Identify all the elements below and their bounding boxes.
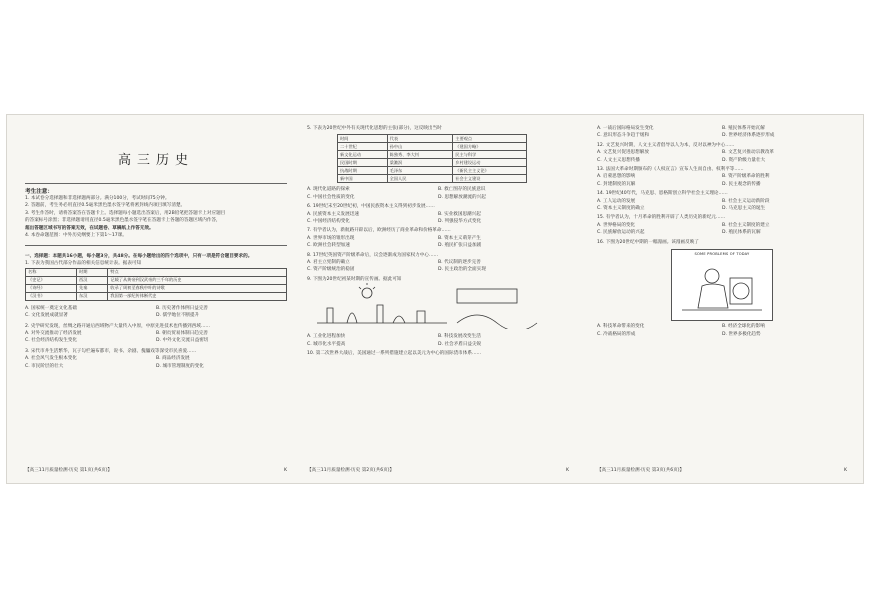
option: D. 马克思主义的诞生 <box>722 206 766 212</box>
option: C. 冷战格局的形成 <box>597 331 636 337</box>
option: C. 封建制度的瓦解 <box>597 181 636 187</box>
table-cell: 全国人民 <box>387 175 453 183</box>
table-cell: 时间 <box>338 135 388 143</box>
option: A. 世界市场的雏形出现 <box>307 235 355 241</box>
option: D. 城市管理制度的变化 <box>156 363 204 369</box>
option: A. 科技革命带来的变化 <box>597 324 645 330</box>
question-1: 1. 下表为我国古代部分作品的相关信息统计表。据表可知 <box>25 261 142 267</box>
section-1 <box>25 253 287 370</box>
table-cell: 梁漱溟 <box>387 159 453 167</box>
option: B. 社会主义运动新阶段 <box>722 198 770 204</box>
option: B. 文艺复兴推动宗教改革 <box>722 150 775 156</box>
notice-line: 4. 本卷命题范围：中外历史纲要上下第1～17课。 <box>25 233 127 239</box>
option: A. 工人运动的发展 <box>597 198 636 204</box>
option: C. 资产阶级统治的稳固 <box>307 267 355 273</box>
page-column-2 <box>307 125 569 475</box>
option: D. 民主政治的全面实现 <box>438 267 486 273</box>
table-cell: 《汉书》 <box>26 292 77 300</box>
globe-icon <box>733 283 749 299</box>
option: B. 救亡图存的民族意识 <box>438 187 486 193</box>
table-cell: 新文化运动 <box>338 151 388 159</box>
notice-line: 2. 答题前，考生务必用直径0.5毫米黑色墨水签字笔将密封线内项目填写清楚。 <box>25 203 186 209</box>
option: A. 一战后国际格局发生变化 <box>597 126 654 131</box>
table-cell: 我国第一部纪传体断代史 <box>108 292 287 300</box>
q1-table <box>25 268 287 301</box>
table-cell: 东汉 <box>77 292 108 300</box>
question-12: 12. 文艺复兴时期，人文主义者倡导以人为本，反对以神为中心…… <box>597 142 735 148</box>
option: D. 中外文化交流日益密切 <box>156 338 209 344</box>
q1-options <box>25 305 287 320</box>
option: C. 欧洲社会转型加速 <box>307 243 350 249</box>
option: B. 社会主义制度的建立 <box>722 222 770 228</box>
table-cell: 时期 <box>77 268 108 276</box>
option: C. 民族解放运动的兴起 <box>597 230 645 236</box>
notice-line: 的答案标号涂黑；非选择题请用直径0.5毫米黑色墨水签字笔在答题卡上各题的答题区域内作答， <box>25 218 221 224</box>
table-cell: 乡村建设运动 <box>453 159 527 167</box>
option: A. 民族资本主义发展迅速 <box>307 211 359 217</box>
option: C. 资本主义制度的确立 <box>597 206 645 212</box>
option: C. 城市化水平提高 <box>307 341 346 347</box>
option: A. 文艺复兴促进思想解放 <box>597 150 649 156</box>
q9-illustration <box>307 283 569 329</box>
option: B. 商品经济发展 <box>156 356 190 362</box>
sun-icon <box>362 288 372 298</box>
table-cell: 《诗经》 <box>26 284 77 292</box>
question-8: 8. 17世纪英国资产阶级革命后，议会逐渐成为国家权力中心…… <box>307 252 439 258</box>
q6-options <box>307 211 569 226</box>
option: A. 国家统一奠定文化基础 <box>25 305 77 311</box>
option: D. 世界多极化趋势 <box>722 331 761 337</box>
q7-options <box>307 235 569 250</box>
page-column-1 <box>25 125 287 475</box>
option: D. 民主观念的传播 <box>722 181 761 187</box>
table-cell: 二十世纪 <box>338 143 388 151</box>
q5-options <box>307 186 569 201</box>
figure-icon <box>347 313 357 323</box>
cartoon-drawing <box>672 258 772 318</box>
q15-options <box>597 222 847 237</box>
option: D. 儒学地位不断提升 <box>156 313 200 319</box>
option: D. 殖民扩张日益加剧 <box>438 243 482 249</box>
option: B. 实业救国思潮兴起 <box>438 211 481 217</box>
footer-text: 【高三11月质量检测·历史 第3页(共6页)】 <box>597 468 685 473</box>
footer-mark: K <box>565 468 569 473</box>
option: A. 世界格局的变化 <box>597 222 636 228</box>
table-cell: 西汉 <box>77 276 108 284</box>
table-cell: 《史记》 <box>26 276 77 284</box>
option: A. 对外交流推动了经济发展 <box>25 331 82 337</box>
option: B. 代议制的逐步完善 <box>438 260 481 266</box>
footer-mark: K <box>843 468 847 473</box>
table-cell: 先秦 <box>77 284 108 292</box>
q12-options <box>597 149 847 164</box>
q16-options <box>597 323 847 338</box>
option: B. 科技发展改变生活 <box>438 334 481 340</box>
question-15: 15. 有学者认为，十月革命的胜利开辟了人类历史的新纪元…… <box>597 215 726 221</box>
option: A. 君主立宪制的确立 <box>307 260 350 266</box>
notice-line: 3. 考生作答时，请将答案答在答题卡上。选择题每小题选出答案后，用2B铅笔把答题卡上对应题目 <box>25 210 226 216</box>
table-cell: 《建国方略》 <box>453 143 527 151</box>
option: D. 世界经济体系逐步形成 <box>722 133 775 139</box>
page-footer <box>307 467 569 473</box>
table-cell: 民主与科学 <box>453 151 527 159</box>
footer-mark: K <box>283 468 287 473</box>
q14-options <box>597 198 847 213</box>
option: C. 人文主义思想传播 <box>597 157 640 163</box>
question-10: 10. 第二次世界大战后，美国通过一系列措施建立起以美元为中心的国际货币体系…… <box>307 351 482 357</box>
notice-line: 1. 本试卷分选择题和非选择题两部分。满分100分，考试时间75分钟。 <box>25 196 170 201</box>
chimney-icon <box>327 308 333 323</box>
notice-block <box>25 195 287 239</box>
q13-options <box>597 173 847 188</box>
caption-box <box>457 289 517 303</box>
figure-body-icon <box>698 284 728 308</box>
table-cell: 新中国 <box>338 175 388 183</box>
cartoon-caption: SOME PROBLEMS OF TODAY <box>694 252 750 257</box>
divider <box>25 183 287 184</box>
q9-options <box>307 333 569 348</box>
option: C. 意识形态斗争趋于缓和 <box>597 133 650 139</box>
option: C. 中国社会性质的变化 <box>307 194 355 200</box>
table-cell: 代表 <box>387 135 453 143</box>
question-14: 14. 19世纪40年代，马克思、恩格斯创立科学社会主义理论…… <box>597 191 728 197</box>
option: C. 文化发展成就显著 <box>25 313 68 319</box>
option: D. 社会矛盾日益尖锐 <box>438 341 482 347</box>
q11-options <box>597 125 847 140</box>
question-2: 2. 史学研究发现，丝绸之路开通后西域物产大量传入中原，中原先进技术也传播到西域…… <box>25 323 211 329</box>
exam-sheet <box>6 114 864 484</box>
option: B. 历史著作体例日益完善 <box>156 305 209 311</box>
option: A. 现代化道路的探索 <box>307 187 350 193</box>
option: D. 列强侵华方式变化 <box>438 219 482 225</box>
table-cell: 收录了周初至春秋中叶的诗歌 <box>108 284 287 292</box>
option: C. 中国经济结构变化 <box>307 219 350 225</box>
option: B. 经济全球化的影响 <box>722 324 765 330</box>
option: A. 工业化进程加快 <box>307 334 346 340</box>
table-cell: 名称 <box>26 268 77 276</box>
table-cell: 孙中山 <box>387 143 453 151</box>
option: A. 社会风气发生根本变化 <box>25 356 77 362</box>
notice-line: 超出答题区域书写的答案无效，在试题卷、草稿纸上作答无效。 <box>25 225 154 231</box>
option: C. 市民阶层的壮大 <box>25 363 64 369</box>
option: B. 资产阶级革命的胜利 <box>722 174 770 180</box>
page-footer <box>597 467 847 473</box>
footer-text: 【高三11月质量检测·历史 第1页(共6页)】 <box>25 468 113 473</box>
option: A. 启蒙思想的影响 <box>597 174 636 180</box>
divider <box>25 245 287 246</box>
page-column-3 <box>597 125 847 475</box>
table-cell: 记载了从黄帝到汉武帝约三千年的历史 <box>108 276 287 284</box>
question-7: 7. 有学者认为，新航路开辟以后，欧洲经历了商业革命和价格革命…… <box>307 228 451 234</box>
option: B. 殖民体系开始瓦解 <box>722 126 765 131</box>
page-footer <box>25 467 287 473</box>
table-cell: 陈独秀、李大钊 <box>387 151 453 159</box>
option: D. 思想解放潮流的兴起 <box>438 194 486 200</box>
option: B. 资本主义萌芽产生 <box>438 235 481 241</box>
option: C. 社会经济结构发生变化 <box>25 338 78 344</box>
section-heading: 一、选择题：本题共16小题，每小题3分，共48分。在每小题给出的四个选项中，只有一项是符合题目要求的。 <box>25 254 253 259</box>
table-cell: 抗战时期 <box>338 167 388 175</box>
figure-head-icon <box>705 269 719 283</box>
exam-title: 高三历史 <box>117 153 194 168</box>
question-3: 3. 宋代市井生活繁华，瓦子勾栏遍布都市，说书、杂剧、傀儡戏等深受市民喜爱…… <box>25 348 197 354</box>
option: B. 朝贡贸易体制日趋完善 <box>156 331 209 337</box>
q8-options <box>307 259 569 274</box>
q16-cartoon <box>671 249 773 321</box>
question-16: 16. 下图为20世纪中期的一幅漫画。该漫画反映了 <box>597 239 699 245</box>
question-6: 6. 19世纪末至20世纪初，中国民族资本主义得到初步发展…… <box>307 204 435 210</box>
table-cell: 社会主义建设 <box>453 175 527 183</box>
question-13: 13. 法国大革命时期颁布的《人权宣言》宣布人生而自由、权利平等…… <box>597 167 744 173</box>
question-9: 9. 下图为20世纪初某时期的宣传画。据此可知 <box>307 276 402 282</box>
q3-options <box>25 355 287 370</box>
table-cell: 特点 <box>108 268 287 276</box>
table-cell: 毛泽东 <box>387 167 453 175</box>
q2-options <box>25 330 287 345</box>
table-cell: 主要观点 <box>453 135 527 143</box>
option: D. 殖民体系的瓦解 <box>722 230 761 236</box>
notice-title: 考生注意： <box>25 189 53 195</box>
q5-table <box>337 134 527 183</box>
question-5: 5. 下表为20世纪中外有关现代化思想的主张(部分)，这反映出当时 <box>307 126 442 131</box>
table-cell: 民国时期 <box>338 159 388 167</box>
footer-text: 【高三11月质量检测·历史 第2页(共6页)】 <box>307 468 395 473</box>
option: D. 资产阶级力量壮大 <box>722 157 766 163</box>
table-cell: 《新民主主义论》 <box>453 167 527 175</box>
